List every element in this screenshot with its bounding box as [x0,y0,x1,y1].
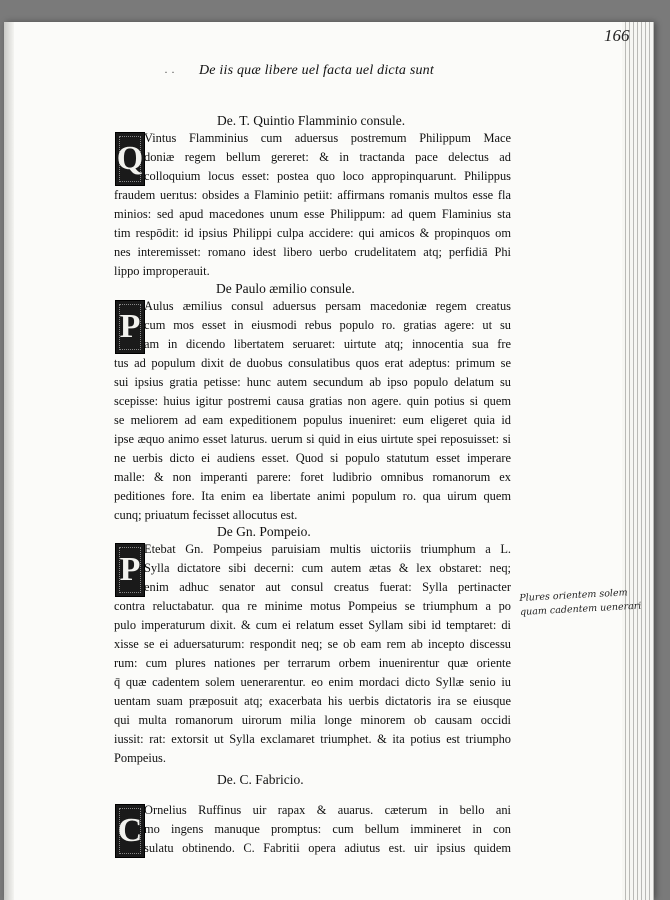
decorated-initial-p2: P [115,543,145,597]
text-line: uentam suam præposuit atq; exacerbata his uerbis dictatoris ira se eiusque [114,694,511,708]
text-line: minios: sed apud macedones unum esse Philippum: ad quem Flaminius sta [114,207,511,221]
text-line: Ornelius Ruffinus uir rapax & auarus. cæterum in bello ani [144,803,511,817]
text-line: iussit: rat: extorsit ut Sylla exclamaret triumphet. & ita potius est triumpho [114,732,511,746]
book-spine-shadow [4,22,14,900]
text-line: se meliorem ad eam expeditionem populus inueniret: eum eligeret quia id [114,413,511,427]
folio-number: 166 [604,26,630,45]
text-line: rum: cum plures nationes per terrarum orbem inuenirentur quæ oriente [114,656,511,670]
text-line: enim adhuc senator aut consul creatus fuerat: Sylla pertinacter [144,580,511,594]
text-line: contra reluctabatur. qua re minime motus Pompeius se triumphum a po [114,599,511,613]
text-line: xisse se ei aduersaturum: respondit neq; se ob eam rem ab incepto discessu [114,637,511,651]
section-heading: De Gn. Pompeio. [217,524,311,539]
text-line: cunq; priuatum fecisset allocutus est. [114,508,298,522]
text-line: Vintus Flamminius cum aduersus postremum Philippum Mace [144,131,511,145]
text-line: mo ingens manuque promptus: cum bellum immineret in con [144,822,511,836]
decorated-initial-p: P [115,300,145,354]
text-line: am in dicendo libertatem seruaret: uirtute atq; innocentia sua fre [144,337,511,351]
section-heading: De. T. Quintio Flamminio consule. [217,113,406,128]
margin-note-line: Plures orientem solem [519,587,628,604]
text-line: ne uerbis dicto ei audiens esset. Quod si populo statutum esset imperare [114,451,511,465]
text-line: peditiones fore. Ita enim ea libertate animi populum ro. qua uirum quem [114,489,511,503]
text-line: Etebat Gn. Pompeius paruisiam multis uictoriis triumphum a L. [144,542,511,556]
section-heading: De Paulo æmilio consule. [216,281,355,296]
text-line: pulo imperaturum dixit. & cum ei relatum esset Syllam sibi id temptaret: di [114,618,511,632]
text-line: Sylla dictatore sibi decerni: cum autem ætas & lex obstaret: neq; [144,561,511,575]
margin-note-line: quam cadentem uenerari [519,600,642,618]
text-line: lippo improperauit. [114,264,210,278]
page-fore-edge [622,22,654,900]
running-head: De iis quæ libere uel facta uel dicta sunt [199,63,434,78]
decorated-initial-q: Q [115,132,145,186]
book-page [4,22,654,900]
text-line: ipse æquo animo esset laturus. uerum si quid in eius uirtute spei reposuisset: si [114,432,511,446]
text-line: Aulus æmilius consul aduersus persam macedoniæ regem creatus [144,299,511,313]
text-line: sulatu obtinendo. C. Fabritii opera adiutus est. uir ipsius quidem [144,841,511,855]
text-line: tus ad populum dixit de duobus consulatibus quos erat adeptus: primum se [114,356,511,370]
text-line: tim respōdit: id ipsius Philippi culpa accidere: qui amicos & propinquos om [114,226,511,240]
decorated-initial-c: C [115,804,145,858]
text-line: qui multa romanorum uirorum milia longe minorem ob causam occidi [114,713,511,727]
text-line: sui ipsius gratia petisse: hunc autem secundum ab ipso populo delatum su [114,375,511,389]
text-line: doniæ regem bellum gereret: & in tractanda pace delectus ad [144,150,511,164]
section-heading: De. C. Fabricio. [217,772,304,787]
text-line: colloquium locus esset: postea quo loco appropinquarunt. Philippus [144,169,511,183]
text-line: fraudem uerıtus: obsides a Flaminio petiit: affirmans romanis multos esse fla [114,188,511,202]
text-line: Pompeius. [114,751,166,765]
text-line: cum mos esset in eiusmodi rebus populo ro. gratias agere: ut su [144,318,511,332]
marginal-mark: · · [164,65,175,79]
text-line: q̄ quæ cadentem solem uenerarentur. eo enim mordaci dicto Syllæ senio iu [114,675,511,689]
text-line: nes interemisset: romano idest libero uerbo crudelitatem atq; perfidiā Phi [114,245,511,259]
text-line: scepisse: huius igitur postremi causa gratias non agere. quin potius si quem [114,394,511,408]
text-line: malle: & non imperanti parere: foret ludibrio omnibus romanorum ex [114,470,511,484]
